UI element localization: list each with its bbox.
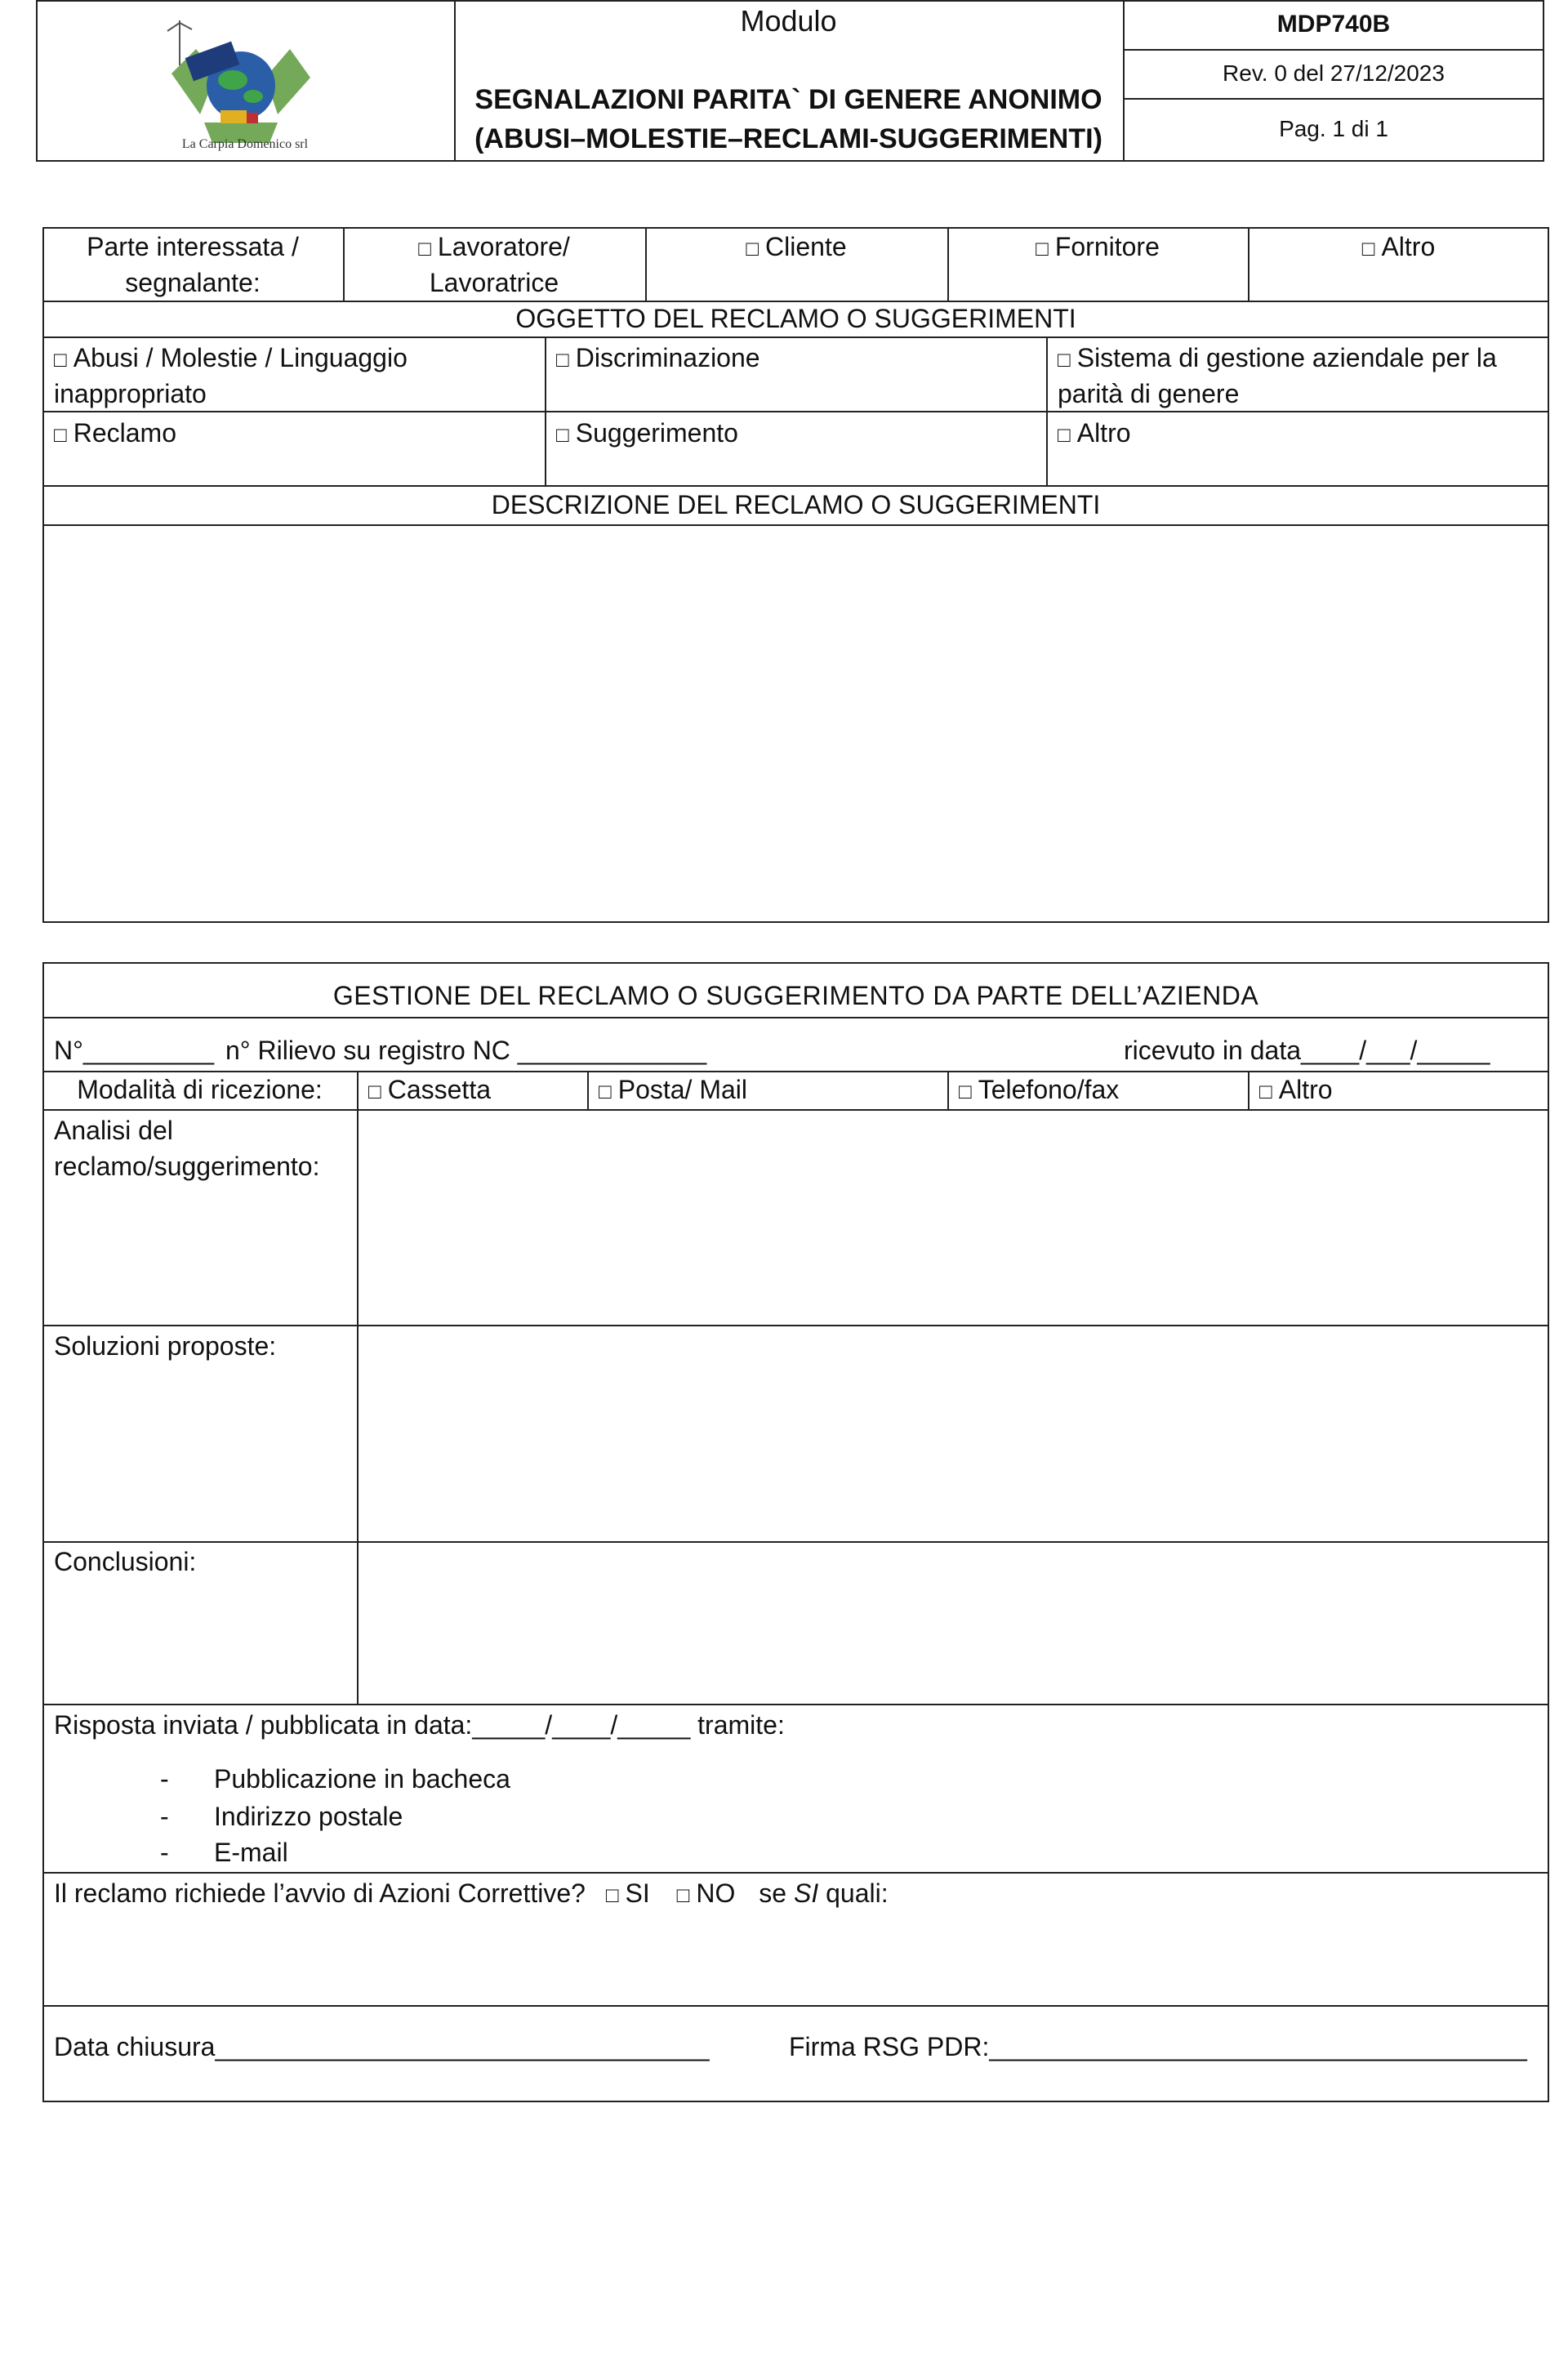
object-option-abusi-line2: inappropriato — [54, 379, 207, 408]
party-option-lavoratore[interactable]: □ Lavoratore/ — [343, 229, 645, 266]
object-option-suggerimento[interactable]: □ Suggerimento — [556, 415, 738, 452]
reception-label: Modalità di ricezione: — [77, 1075, 323, 1104]
form-title-line1: SEGNALAZIONI PARITA` DI GENERE ANONIMO — [474, 84, 1102, 115]
conclusions-label: Conclusioni: — [54, 1547, 197, 1576]
form-title-line2: (ABUSI–MOLESTIE–RECLAMI-SUGGERIMENTI) — [474, 123, 1102, 154]
party-option-fornitore[interactable]: □ Fornitore — [947, 229, 1248, 266]
received-date-field[interactable]: ricevuto in data____/___/_____ — [1124, 1036, 1490, 1065]
corrective-tail-pre: se — [759, 1878, 787, 1908]
t1-row-line-2 — [42, 336, 1549, 338]
signature-field[interactable]: Firma RSG PDR:_____________________________________ — [789, 2032, 1527, 2061]
corrective-option-si[interactable]: □ SI — [606, 1878, 650, 1908]
header-divider-3 — [1123, 49, 1544, 51]
t2-row-line-1 — [42, 1017, 1549, 1018]
t2-col-line-2 — [587, 1071, 589, 1109]
t1-col-line-5 — [545, 336, 546, 485]
party-label-line2: segnalante: — [125, 268, 261, 297]
nc-register-field[interactable]: n° Rilievo su registro NC _____________ — [225, 1036, 707, 1065]
object-option-reclamo[interactable]: □ Reclamo — [54, 415, 176, 452]
object-option-abusi[interactable]: □ Abusi / Molestie / Linguaggio — [54, 340, 408, 377]
analysis-label-line1: Analisi del — [54, 1116, 173, 1145]
response-channel-bullet: - — [160, 1764, 169, 1794]
number-field[interactable]: N°_________ — [54, 1036, 215, 1065]
conclusions-area[interactable] — [359, 1543, 1548, 1702]
closing-date-field[interactable]: Data chiusura__________________________________ — [54, 2032, 710, 2061]
object-header: OGGETTO DEL RECLAMO O SUGGERIMENTI — [515, 304, 1076, 333]
revision-info: Rev. 0 del 27/12/2023 — [1223, 60, 1445, 86]
object-option-sistema[interactable]: □ Sistema di gestione aziendale per la — [1058, 340, 1497, 377]
logo-company-name: La Carpia Domenico srl — [181, 137, 309, 151]
response-channel-bullet: - — [160, 1838, 169, 1867]
party-label-line1: Parte interessata / — [87, 232, 299, 261]
doc-code: MDP740B — [1276, 11, 1391, 38]
description-area[interactable] — [44, 526, 1548, 921]
t2-col-line-3 — [947, 1071, 949, 1109]
description-header: DESCRIZIONE DEL RECLAMO O SUGGERIMENTI — [491, 490, 1101, 519]
t1-col-line-6 — [1046, 336, 1048, 485]
response-channel-bullet: - — [160, 1802, 169, 1831]
corrective-tail-post: quali: — [826, 1878, 889, 1908]
header-divider-4 — [1123, 98, 1544, 100]
response-sent-line[interactable]: Risposta inviata / pubblicata in data:_____/____/_____ tramite: — [54, 1710, 785, 1740]
corrective-option-no[interactable]: □ NO — [677, 1878, 736, 1908]
t1-row-line-3 — [42, 411, 1549, 412]
corrective-actions-row — [54, 1875, 889, 1913]
solutions-area[interactable] — [359, 1326, 1548, 1540]
object-option-discriminazione[interactable]: □ Discriminazione — [556, 340, 760, 377]
t2-col-line-4 — [1248, 1071, 1250, 1109]
party-option-altro[interactable]: □ Altro — [1248, 229, 1549, 266]
response-channel-email: E-mail — [214, 1838, 288, 1867]
recycle-globe-logo-icon — [155, 16, 327, 147]
solutions-label: Soluzioni proposte: — [54, 1331, 277, 1361]
t2-row-line-8 — [42, 2005, 1549, 2007]
corrective-question: Il reclamo richiede l’avvio di Azioni Correttive? — [54, 1878, 586, 1908]
object-option-sistema-line2: parità di genere — [1058, 379, 1240, 408]
reception-option-altro[interactable]: □ Altro — [1259, 1072, 1333, 1109]
reception-option-telefono-fax[interactable]: □ Telefono/fax — [959, 1072, 1119, 1109]
page-number: Pag. 1 di 1 — [1279, 116, 1388, 141]
reception-option-cassetta[interactable]: □ Cassetta — [368, 1072, 491, 1109]
management-header: GESTIONE DEL RECLAMO O SUGGERIMENTO DA PARTE DELL’AZIENDA — [332, 981, 1259, 1010]
company-logo — [155, 16, 327, 155]
response-channel-postale: Indirizzo postale — [214, 1802, 403, 1831]
t2-row-line-7 — [42, 1872, 1549, 1874]
analysis-label-line2: reclamo/suggerimento: — [54, 1152, 320, 1181]
t2-row-line-6 — [42, 1704, 1549, 1705]
reception-option-posta-mail[interactable]: □ Posta/ Mail — [599, 1072, 747, 1109]
module-label: Modulo — [740, 4, 837, 38]
response-channel-bacheca: Pubblicazione in bacheca — [214, 1764, 510, 1794]
object-option-altro[interactable]: □ Altro — [1058, 415, 1131, 452]
analysis-area[interactable] — [359, 1111, 1548, 1323]
corrective-tail-si: SI — [793, 1878, 819, 1908]
party-option-lavoratrice: Lavoratrice — [429, 268, 559, 297]
party-option-cliente[interactable]: □ Cliente — [645, 229, 947, 266]
